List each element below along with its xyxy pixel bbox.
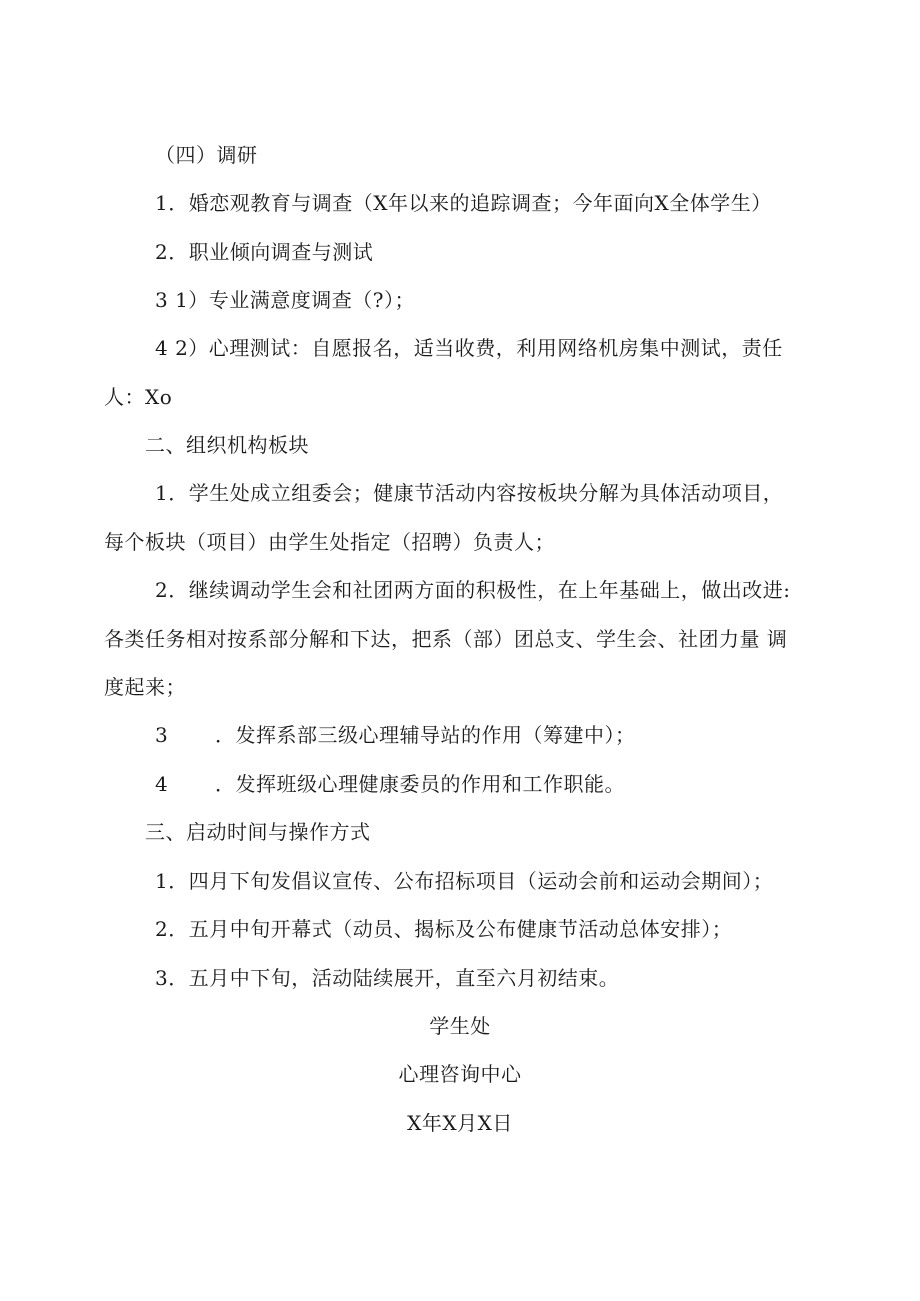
research-item-4-line1: 4 2）心理测试：自愿报名，适当收费，利用网络机房集中测试，责任 (155, 336, 783, 360)
org-item-4-text: ．发挥班级心理健康委员的作用和工作职能。 (215, 772, 625, 796)
signature-org-2: 心理咨询中心 (398, 1062, 522, 1086)
org-item-2-line3: 度起来； (104, 675, 186, 699)
research-item-4-line2: 人：Xo (104, 385, 173, 409)
org-item-1-line2: 每个板块（项目）由学生处指定（招聘）负责人； (104, 530, 555, 554)
signature-date: X年X月X日 (407, 1111, 513, 1135)
org-item-3 (155, 723, 636, 747)
time-item-2: 2．五月中旬开幕式（动员、揭标及公布健康节活动总体安排）； (155, 917, 733, 941)
org-item-3-number: 3 (155, 723, 169, 747)
section-time-heading: 三、启动时间与操作方式 (145, 820, 371, 844)
org-item-3-text: ．发挥系部三级心理辅导站的作用（筹建中）； (215, 723, 636, 747)
org-item-4-number: 4 (155, 772, 169, 796)
time-item-3: 3．五月中下旬，活动陆续展开，直至六月初结束。 (155, 966, 620, 990)
section-org-heading: 二、组织机构板块 (145, 433, 309, 457)
research-item-1: 1．婚恋观教育与调查（X年以来的追踪调查；今年面向X全体学生） (155, 191, 772, 215)
org-item-2-line1: 2．继续调动学生会和社团两方面的积极性，在上年基础上，做出改进: (155, 578, 791, 602)
org-item-1-line1: 1．学生处成立组委会；健康节活动内容按板块分解为具体活动项目， (155, 481, 784, 505)
signature-org-1: 学生处 (429, 1014, 491, 1038)
research-item-3: 3 1）专业满意度调查（?）； (155, 288, 416, 312)
org-item-4 (155, 772, 625, 796)
org-item-2-line2: 各类任务相对按系部分解和下达，把系（部）团总支、学生会、社团力量 调 (104, 627, 788, 651)
time-item-1: 1．四月下旬发倡议宣传、公布招标项目（运动会前和运动会期间）； (155, 869, 774, 893)
research-item-2: 2．职业倾向调查与测试 (155, 240, 374, 264)
section-research-heading: （四）调研 (155, 143, 258, 167)
